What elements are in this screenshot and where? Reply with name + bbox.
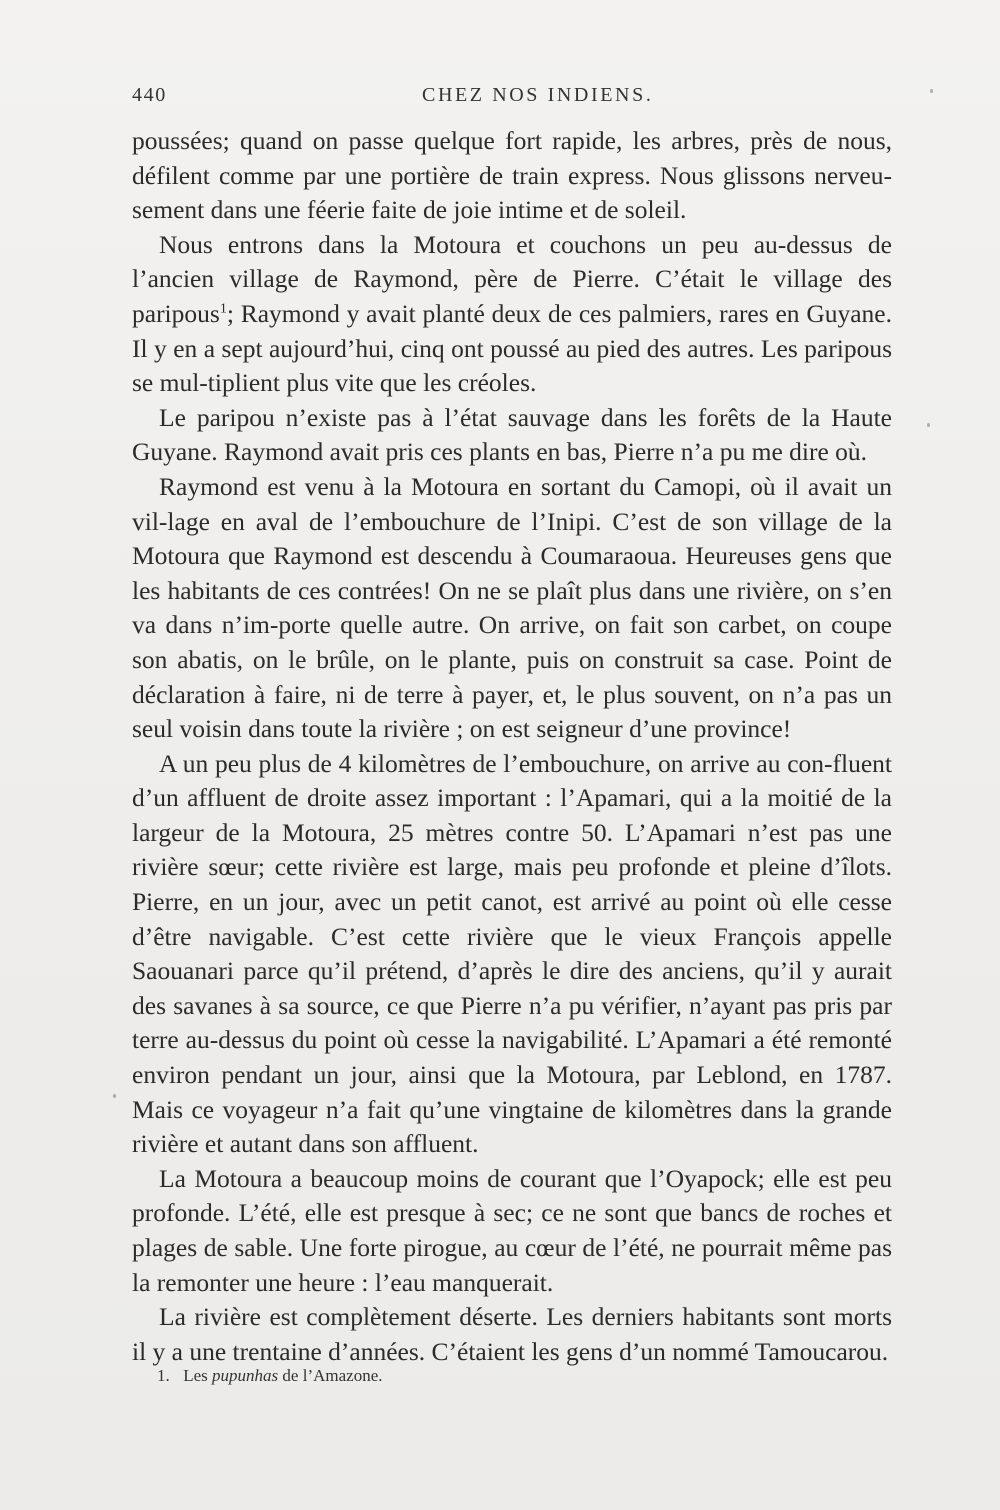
- footnote-prefix: Les: [183, 1366, 208, 1385]
- paper-speck: [930, 89, 933, 93]
- footnote-suffix: de l’Amazone.: [282, 1366, 383, 1385]
- page-number: 440: [132, 84, 167, 106]
- paragraph-deserted-river: La rivière est complètement déserte. Les derniers habitants sont morts il y a une trentaine d’années. C’étaient les gens d’un nommé Tamoucarou.: [132, 1302, 892, 1366]
- running-head: [132, 84, 892, 112]
- paragraph-motoura-current: La Motoura a beaucoup moins de courant que l’Oyapock; elle est peu profonde. L’été, elle est presque à sec; ce ne sont que bancs de roches et plages de sable. Une forte pirogue, au cœur de l’été, ne pourrait même pas la remonter une heure : l’eau manquerait.: [132, 1163, 892, 1297]
- paragraph-motoura-village: [132, 228, 892, 401]
- paragraph-text-after-note: ; Raymond y avait planté deux de ces palmiers, rares en Guyane. Il y en a sept aujourd’hui, cinq ont poussé au pied des autres. Les paripous se mul-tiplient plus vite que les créoles.: [132, 298, 892, 398]
- paragraph-paripou: Le paripou n’existe pas à l’état sauvage dans les forêts de la Haute Guyane. Raymond avait pris ces plants en bas, Pierre n’a pu me dire où.: [132, 402, 892, 467]
- footnote: [157, 1365, 857, 1387]
- paragraph-raymond: Raymond est venu à la Motoura en sortant du Camopi, où il avait un vil-lage en aval de l’embouchure de l’Inipi. C’est de son village de la Motoura que Raymond est descendu à Coumaraoua. Heureuses gens que les habitants de ces contrées! On ne se plaît plus dans une rivière, on s’en va dans n’im-porte quelle autre. On arrive, on fait son carbet, on coupe son abatis, on le brûle, on le plante, puis on construit sa case. Point de déclaration à faire, ni de terre à payer, et, le plus souvent, on n’a pas un seul voisin dans toute la rivière ; on est seigneur d’une province!: [132, 471, 892, 744]
- paper-speck: [113, 1094, 116, 1098]
- paper-speck: [927, 423, 930, 427]
- paragraph-continued: poussées; quand on passe quelque fort rapide, les arbres, près de nous, défilent comme par une portière de train express. Nous glissons nerveu-sement dans une féerie faite de joie intime et de soleil.: [132, 126, 892, 225]
- footnote-italic-term: pupunhas: [212, 1366, 279, 1385]
- body-text: [132, 124, 892, 1369]
- paragraph-text-before-note: Nous entrons dans la Motoura et couchons un peu au-dessus de l’ancien village de Raymond, père de Pierre. C’était le village des paripous: [132, 229, 892, 328]
- footnote-number: 1.: [157, 1366, 170, 1385]
- footnote-reference: 1: [219, 301, 227, 317]
- book-title: CHEZ NOS INDIENS.: [422, 84, 654, 106]
- paragraph-apamari: A un peu plus de 4 kilomètres de l’embouchure, on arrive au con-fluent d’un affluent de droite assez important : l’Apamari, qui a la moitié de la largeur de la Motoura, 25 mètres contre 50. L’Apamari n’est pas une rivière sœur; cette rivière est large, mais peu profonde et pleine d’îlots. Pierre, en un jour, avec un petit canot, est arrivé au point où elle cesse d’être navigable. C’est cette rivière que le vieux François appelle Saouanari parce qu’il prétend, d’après le dire des anciens, qu’il y aurait des savanes à sa source, ce que Pierre n’a pu vérifier, n’ayant pas pris par terre au-dessus du point où cesse la navigabilité. L’Apamari a été remonté environ pendant un jour, ainsi que la Motoura, par Leblond, en 1787. Mais ce voyageur n’a fait qu’une vingtaine de kilomètres dans la grande rivière et autant dans son affluent.: [132, 748, 892, 1159]
